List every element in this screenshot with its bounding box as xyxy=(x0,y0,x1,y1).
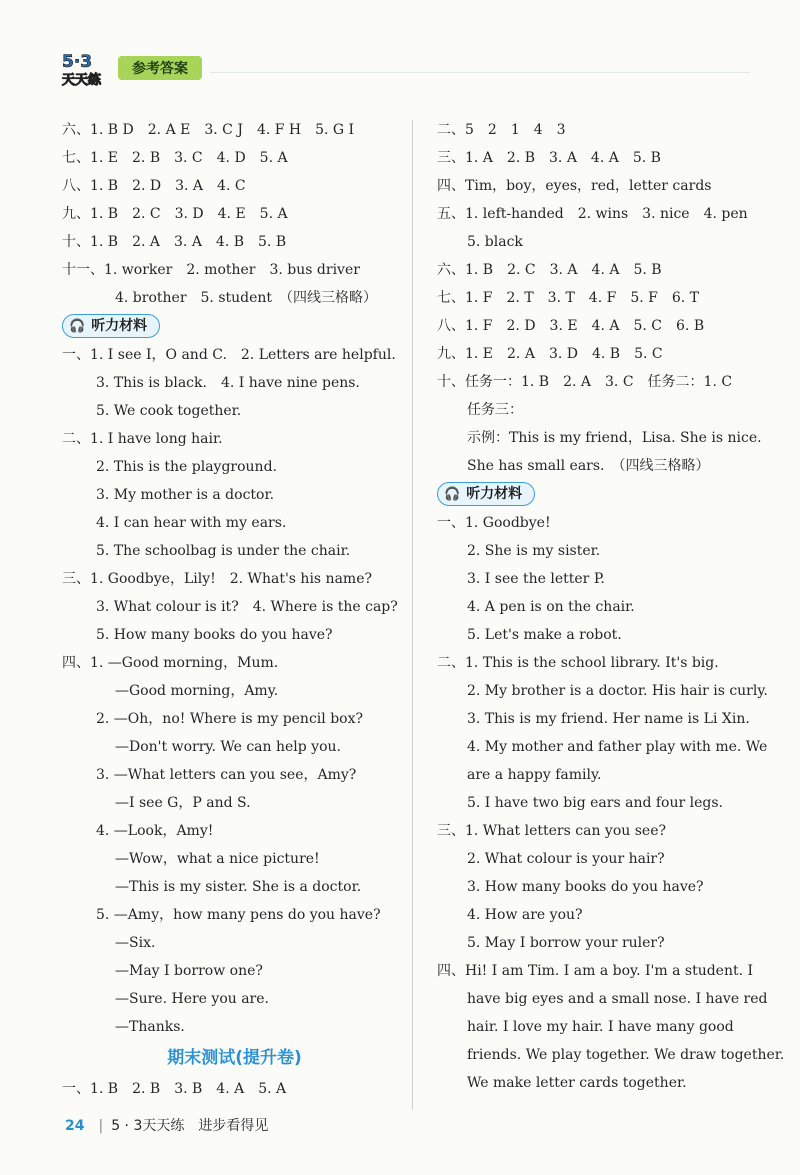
answer-line: 示例：This is my friend，Lisa. She is nice. xyxy=(467,430,762,446)
answer-line: 一、1. B 2. B 3. B 4. A 5. A xyxy=(62,1081,287,1097)
listening-line: —May I borrow one? xyxy=(115,963,263,979)
column-divider xyxy=(412,120,413,1110)
headphones-icon: 🎧 xyxy=(444,487,461,502)
listening-line: —I see G，P and S. xyxy=(115,795,251,811)
listening-line: —Don't worry. We can help you. xyxy=(115,739,341,755)
listening-line: 4. My mother and father play with me. We xyxy=(467,739,768,755)
listening-line: 2. She is my sister. xyxy=(467,543,601,559)
listening-line: 二、1. This is the school library. It's big. xyxy=(437,655,719,671)
listening-line: 3. How many books do you have? xyxy=(467,879,704,895)
listening-line: 2. This is the playground. xyxy=(96,459,277,475)
listening-line: 一、1. I see I，O and C. 2. Letters are helpful. xyxy=(62,347,396,363)
section-title: 期末测试(提升卷) xyxy=(167,1048,302,1068)
listening-line: —Good morning，Amy. xyxy=(115,683,279,699)
listening-line: 3. What colour is it? 4. Where is the cap? xyxy=(96,599,398,615)
listening-line: 4. —Look，Amy! xyxy=(96,823,214,839)
answer-line: 八、1. F 2. D 3. E 4. A 5. C 6. B xyxy=(437,318,705,334)
listening-line: 三、1. Goodbye，Lily! 2. What's his name? xyxy=(62,571,372,587)
svg-text:5·3: 5·3 xyxy=(62,52,93,72)
listening-line: 4. I can hear with my ears. xyxy=(96,515,287,531)
answer-line: 七、1. E 2. B 3. C 4. D 5. A xyxy=(62,150,288,166)
listening-line: 5. How many books do you have? xyxy=(96,627,333,643)
answer-line: 八、1. B 2. D 3. A 4. C xyxy=(62,178,246,194)
listening-line: We make letter cards together. xyxy=(467,1075,687,1091)
listening-line: 一、1. Goodbye! xyxy=(437,515,551,531)
listening-line: hair. I love my hair. I have many good xyxy=(467,1019,734,1035)
answer-line: 七、1. F 2. T 3. T 4. F 5. F 6. T xyxy=(437,290,700,306)
answer-line: 六、1. B D 2. A E 3. C J 4. F H 5. G I xyxy=(62,122,355,138)
answer-line: She has small ears. （四线三格略） xyxy=(467,458,710,474)
page-header xyxy=(60,45,760,95)
listening-line: —Sure. Here you are. xyxy=(115,991,269,1007)
answer-line: 5. black xyxy=(467,234,523,250)
right-column xyxy=(437,116,785,1097)
answer-line: 四、Tim，boy，eyes，red，letter cards xyxy=(437,178,712,194)
answer-line: 十一、1. worker 2. mother 3. bus driver xyxy=(62,262,360,278)
listening-line: 5. The schoolbag is under the chair. xyxy=(96,543,351,559)
svg-text:天天练: 天天练 xyxy=(62,73,102,88)
answer-line: 六、1. B 2. C 3. A 4. A 5. B xyxy=(437,262,662,278)
listening-line: 2. My brother is a doctor. His hair is curly. xyxy=(467,683,768,699)
answer-line: 4. brother 5. student （四线三格略） xyxy=(115,290,378,306)
listening-line: 三、1. What letters can you see? xyxy=(437,823,666,839)
listening-line: —Thanks. xyxy=(115,1019,185,1035)
page-footer xyxy=(65,1115,268,1135)
listening-line: 3. This is my friend. Her name is Li Xin. xyxy=(467,711,750,727)
footer-separator: | xyxy=(98,1118,104,1134)
listening-title: 听力材料 xyxy=(466,486,523,502)
left-column xyxy=(62,116,407,1103)
listening-line: 3. This is black. 4. I have nine pens. xyxy=(96,375,360,391)
footer-text: 5 · 3天天练 进步看得见 xyxy=(111,1118,269,1134)
answer-line: 二、5 2 1 4 3 xyxy=(437,122,566,138)
listening-line: 2. —Oh，no! Where is my pencil box? xyxy=(96,711,363,727)
answer-line: 十、1. B 2. A 3. A 4. B 5. B xyxy=(62,234,287,250)
listening-title: 听力材料 xyxy=(91,318,148,334)
listening-line: 四、Hi! I am Tim. I am a boy. I'm a student. I xyxy=(437,963,754,979)
listening-section-header xyxy=(437,482,535,506)
listening-line: 3. —What letters can you see，Amy? xyxy=(96,767,357,783)
header-divider xyxy=(210,72,750,73)
listening-line: 四、1. —Good morning，Mum. xyxy=(62,655,279,671)
listening-line: friends. We play together. We draw together. xyxy=(467,1047,785,1063)
brand-logo xyxy=(60,49,112,89)
listening-section-header xyxy=(62,314,160,338)
answer-line: 九、1. E 2. A 3. D 4. B 5. C xyxy=(437,346,663,362)
listening-line: —Wow，what a nice picture! xyxy=(115,851,320,867)
listening-line: 3. I see the letter P. xyxy=(467,571,605,587)
listening-line: 4. A pen is on the chair. xyxy=(467,599,635,615)
answer-line: 任务三： xyxy=(467,402,523,418)
listening-line: have big eyes and a small nose. I have red xyxy=(467,991,768,1007)
listening-line: 4. How are you? xyxy=(467,907,583,923)
answer-line: 三、1. A 2. B 3. A 4. A 5. B xyxy=(437,150,661,166)
listening-line: 3. My mother is a doctor. xyxy=(96,487,275,503)
listening-line: 二、1. I have long hair. xyxy=(62,431,223,447)
page-number: 24 xyxy=(65,1118,85,1134)
answer-key-tag: 参考答案 xyxy=(118,56,202,80)
answer-line: 十、任务一：1. B 2. A 3. C 任务二：1. C xyxy=(437,374,733,390)
listening-line: 5. I have two big ears and four legs. xyxy=(467,795,723,811)
answer-line: 五、1. left-handed 2. wins 3. nice 4. pen xyxy=(437,206,748,222)
listening-line: 5. Let's make a robot. xyxy=(467,627,622,643)
answer-line: 九、1. B 2. C 3. D 4. E 5. A xyxy=(62,206,288,222)
listening-line: 2. What colour is your hair? xyxy=(467,851,665,867)
listening-line: are a happy family. xyxy=(467,767,602,783)
listening-line: 5. We cook together. xyxy=(96,403,242,419)
listening-line: 5. —Amy，how many pens do you have? xyxy=(96,907,381,923)
listening-line: —Six. xyxy=(115,935,156,951)
listening-line: 5. May I borrow your ruler? xyxy=(467,935,665,951)
listening-line: —This is my sister. She is a doctor. xyxy=(115,879,362,895)
headphones-icon: 🎧 xyxy=(69,319,86,334)
